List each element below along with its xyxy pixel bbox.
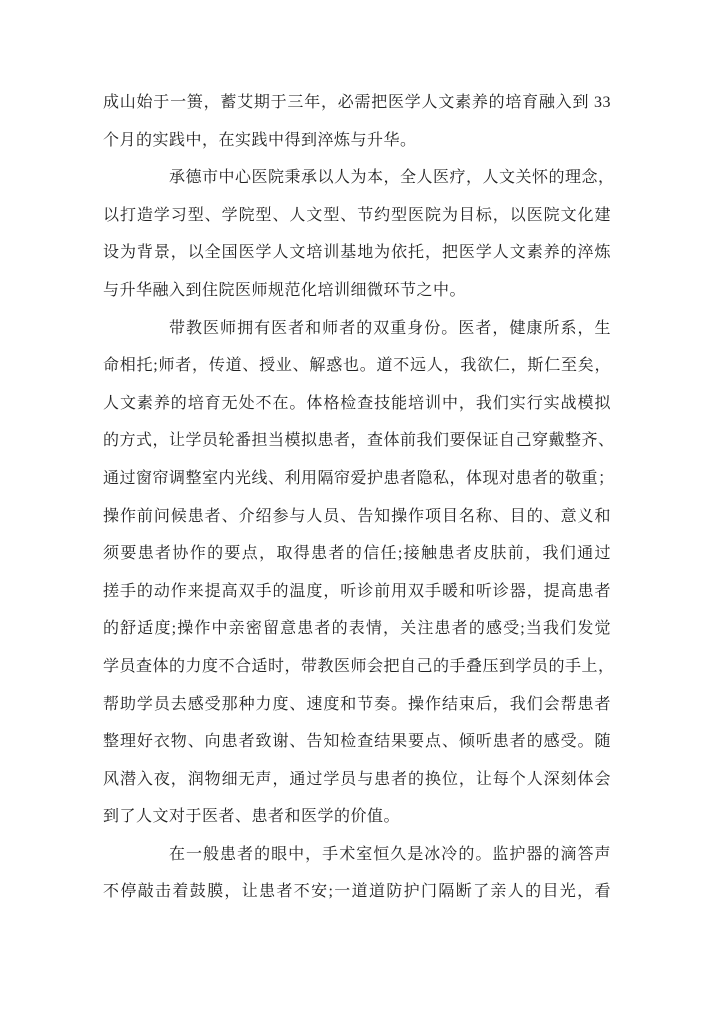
paragraph [103, 836, 611, 911]
text-line: 与升华融入到住院医师规范化培训细微环节之中。 [103, 281, 467, 299]
paragraph [103, 159, 615, 309]
text-line: 学员查体的力度不合适时，带教医师会把自己的手叠压到学员的手上， [103, 657, 615, 675]
text-line: 命相托;师者，传道、授业、解惑也。道不远人，我欲仁，斯仁至矣， [103, 357, 611, 375]
document-body [103, 84, 615, 911]
text-line: 须要患者协作的要点，取得患者的信任;接触患者皮肤前，我们通过 [103, 545, 611, 563]
text-line: 个月的实践中，在实践中得到淬炼与升华。 [103, 131, 417, 149]
text-line: 以打造学习型、学院型、人文型、节约型医院为目标，以医院文化建 [103, 206, 611, 224]
text-line: 的舒适度;操作中亲密留意患者的表情，关注患者的感受;当我们发觉 [103, 620, 611, 638]
text-line: 人文素养的培育无处不在。体格检查技能培训中，我们实行实战模拟 [103, 394, 611, 412]
text-line: 的方式，让学员轮番担当模拟患者，查体前我们要保证自己穿戴整齐、 [103, 432, 615, 450]
text-line: 整理好衣物、向患者致谢、告知检查结果要点、倾听患者的感受。随 [103, 733, 611, 751]
text-line: 带教医师拥有医者和师者的双重身份。医者，健康所系，生 [169, 319, 611, 337]
text-line: 设为背景，以全国医学人文培训基地为依托，把医学人文素养的淬炼 [103, 244, 611, 262]
text-line: 承德市中心医院秉承以人为本，全人医疗，人文关怀的理念， [169, 169, 615, 187]
text-line: 通过窗帘调整室内光线、利用隔帘爱护患者隐私，体现对患者的敬重； [103, 469, 615, 487]
text-line: 帮助学员去感受那种力度、速度和节奏。操作结束后，我们会帮患者 [103, 695, 611, 713]
paragraph [103, 310, 615, 836]
text-line: 成山始于一篑，蓄艾期于三年，必需把医学人文素养的培育融入到 33 [103, 94, 611, 111]
paragraph [103, 84, 611, 159]
text-line: 风潜入夜，润物细无声，通过学员与患者的换位，让每个人深刻体会 [103, 770, 611, 788]
text-line: 搓手的动作来提高双手的温度，听诊前用双手暖和听诊器，提高患者 [103, 582, 611, 600]
text-line: 在一般患者的眼中，手术室恒久是冰冷的。监护器的滴答声 [169, 845, 611, 863]
text-line: 操作前问候患者、介绍参与人员、告知操作项目名称、目的、意义和 [103, 507, 611, 525]
text-line: 不停敲击着鼓膜，让患者不安;一道道防护门隔断了亲人的目光，看 [103, 883, 611, 901]
text-line: 到了人文对于医者、患者和医学的价值。 [103, 808, 401, 826]
